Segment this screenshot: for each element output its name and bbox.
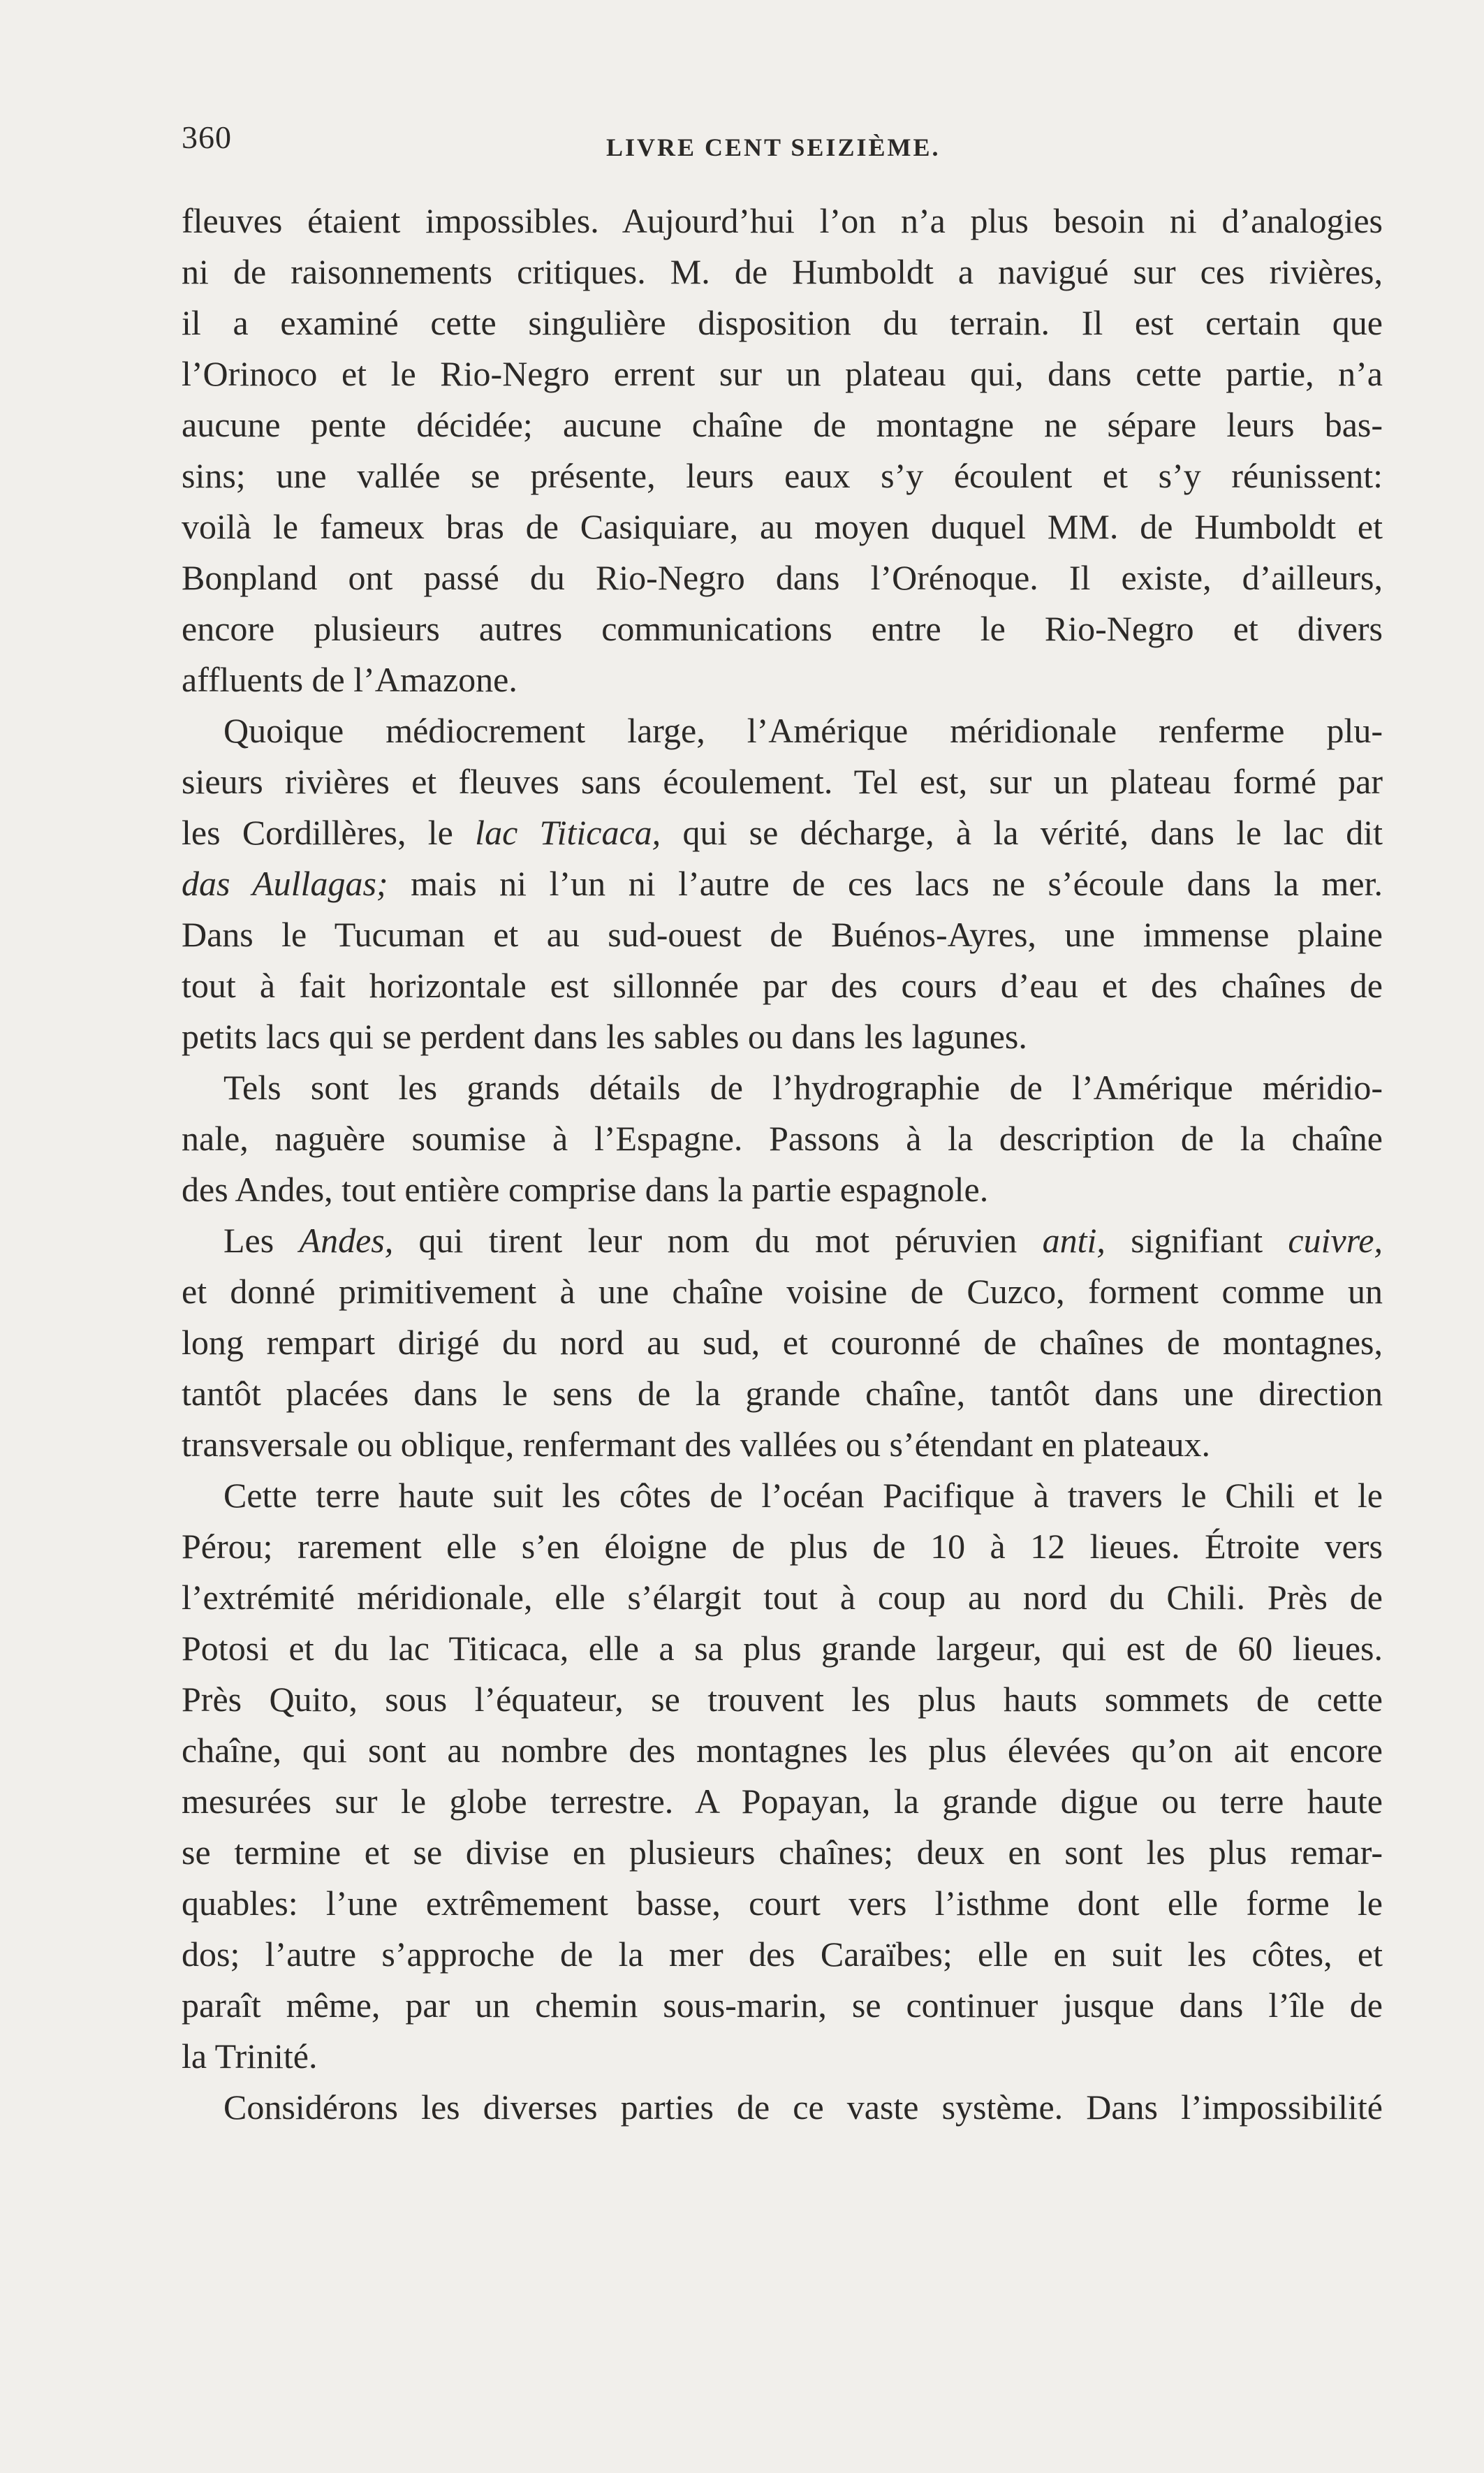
text-line: transversale ou oblique, renfermant des vallées ou s’étendant en plateaux.: [182, 1425, 1211, 1464]
text-line: petits lacs qui se perdent dans les sables ou dans les lagunes.: [182, 1017, 1027, 1056]
text-line: sins; une vallée se présente, leurs eaux s’y écoulent et s’y réunissent:: [182, 456, 1383, 495]
text-line: ni de raisonnements critiques. M. de Humboldt a navigué sur ces rivières,: [182, 252, 1383, 291]
text-line: fleuves étaient impossibles. Aujourd’hui l’on n’a plus besoin ni d’analogies: [182, 201, 1383, 240]
italic-term: lac Titicaca,: [475, 813, 661, 852]
text-line: tantôt placées dans le sens de la grande chaîne, tantôt dans une direction: [182, 1374, 1383, 1413]
text-line: voilà le fameux bras de Casiquiare, au moyen duquel MM. de Humboldt et: [182, 507, 1383, 546]
text-line: se termine et se divise en plusieurs chaînes; deux en sont les plus remar-: [182, 1833, 1383, 1872]
text-line: nale, naguère soumise à l’Espagne. Passons à la description de la chaîne: [182, 1119, 1383, 1158]
text-line: long rempart dirigé du nord au sud, et couronné de chaînes de montagnes,: [182, 1323, 1383, 1362]
text-line: Cette terre haute suit les côtes de l’océan Pacifique à travers le Chili et le: [223, 1476, 1383, 1515]
text-line: tout à fait horizontale est sillonnée par des cours d’eau et des chaînes de: [182, 966, 1383, 1005]
text-line: Tels sont les grands détails de l’hydrographie de l’Amérique méridio-: [223, 1068, 1383, 1107]
text-line: l’extrémité méridionale, elle s’élargit tout à coup au nord du Chili. Près de: [182, 1578, 1383, 1617]
text-segment: qui tirent leur nom du mot péruvien: [393, 1221, 1043, 1260]
body-text: [182, 196, 1383, 2133]
text-segment: qui se décharge, à la vérité, dans le lac dit: [661, 813, 1383, 852]
text-segment: signifiant: [1105, 1221, 1288, 1260]
text-line: encore plusieurs autres communications entre le Rio-Negro et divers: [182, 609, 1383, 648]
text-line: Potosi et du lac Titicaca, elle a sa plus grande largeur, qui est de 60 lieues.: [182, 1629, 1383, 1668]
text-line: Dans le Tucuman et au sud-ouest de Buénos-Ayres, une immense plaine: [182, 915, 1383, 954]
text-line: [182, 1215, 1383, 1266]
text-line: affluents de l’Amazone.: [182, 660, 517, 699]
text-line: Pérou; rarement elle s’en éloigne de plus de 10 à 12 lieues. Étroite vers: [182, 1527, 1383, 1566]
text-segment: mais ni l’un ni l’autre de ces lacs ne s’écoule dans la mer.: [388, 864, 1383, 903]
text-line: sieurs rivières et fleuves sans écoulement. Tel est, sur un plateau formé par: [182, 762, 1383, 801]
italic-term: anti,: [1042, 1221, 1105, 1260]
text-line: [182, 858, 1383, 909]
italic-term: Andes,: [299, 1221, 394, 1260]
text-line: il a examiné cette singulière disposition du terrain. Il est certain que: [182, 303, 1383, 342]
text-line: paraît même, par un chemin sous-marin, se continuer jusque dans l’île de: [182, 1986, 1383, 2025]
text-line: aucune pente décidée; aucune chaîne de montagne ne sépare leurs bas-: [182, 405, 1383, 444]
text-line: Bonpland ont passé du Rio-Negro dans l’Orénoque. Il existe, d’ailleurs,: [182, 558, 1383, 597]
italic-term: das Aullagas;: [182, 864, 388, 903]
text-line: la Trinité.: [182, 2037, 318, 2076]
running-title: LIVRE CENT SEIZIÈME.: [606, 133, 941, 161]
text-line: dos; l’autre s’approche de la mer des Caraïbes; elle en suit les côtes, et: [182, 1935, 1383, 1974]
italic-term: cuivre,: [1288, 1221, 1383, 1260]
text-line: quables: l’une extrêmement basse, court vers l’isthme dont elle forme le: [182, 1884, 1383, 1923]
page-number: 360: [182, 119, 232, 155]
text-line: des Andes, tout entière comprise dans la partie espagnole.: [182, 1170, 989, 1209]
text-line: mesurées sur le globe terrestre. A Popayan, la grande digue ou terre haute: [182, 1782, 1383, 1821]
text-line: Considérons les diverses parties de ce vaste système. Dans l’impossibilité: [223, 2087, 1383, 2127]
text-segment: Les: [223, 1221, 300, 1260]
text-line: Près Quito, sous l’équateur, se trouvent les plus hauts sommets de cette: [182, 1680, 1383, 1719]
text-line: chaîne, qui sont au nombre des montagnes les plus élevées qu’on ait encore: [182, 1731, 1383, 1770]
text-line: l’Orinoco et le Rio-Negro errent sur un plateau qui, dans cette partie, n’a: [182, 354, 1383, 393]
text-segment: les Cordillères, le: [182, 813, 476, 852]
text-line: [182, 807, 1383, 858]
text-line: et donné primitivement à une chaîne voisine de Cuzco, forment comme un: [182, 1272, 1383, 1311]
text-line: Quoique médiocrement large, l’Amérique méridionale renferme plu-: [223, 711, 1383, 750]
